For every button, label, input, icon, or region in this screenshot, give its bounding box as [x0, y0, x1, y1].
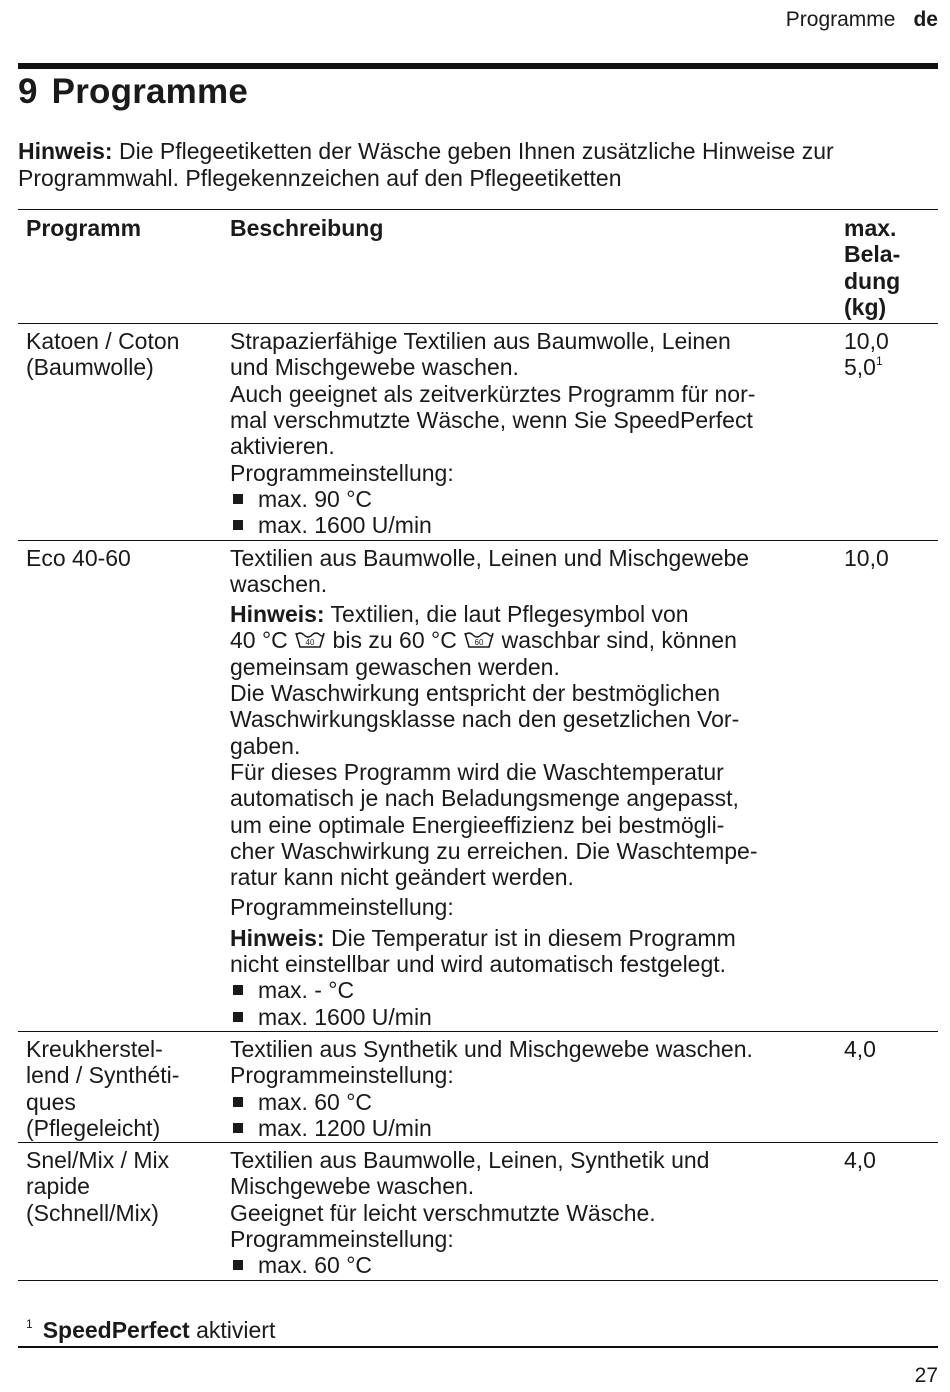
program-name-line: (Pflegeleicht) [26, 1114, 161, 1141]
top-rule [18, 63, 938, 69]
program-description [222, 324, 836, 540]
description-line: um eine optimale Energieeffizienz bei bestmögli- [230, 811, 725, 838]
program-description [222, 1031, 836, 1142]
program-name-line: rapide [26, 1173, 90, 1200]
header-load [836, 210, 938, 324]
description-line: Strapazierfähige Textilien aus Baumwolle, Leinen [230, 328, 731, 355]
eco-note [230, 601, 828, 680]
note-line [230, 627, 828, 653]
wash-icon-temp: 60 [474, 638, 484, 648]
setting-bullet: max. 1600 U/min [230, 1004, 828, 1030]
program-load [836, 1143, 938, 1280]
footnote [18, 1316, 938, 1344]
program-name-line: lend / Synthéti- [26, 1062, 180, 1089]
wash-60-icon [463, 630, 495, 650]
description-line: Für dieses Programm wird die Waschtemperatur [230, 758, 724, 785]
running-head-section: Programme [785, 8, 896, 31]
note-label: Hinweis: [230, 924, 325, 951]
table-row [18, 1143, 938, 1280]
description-line: automatisch je nach Beladungsmenge angepasst, [230, 785, 739, 812]
note-label: Hinweis: [230, 601, 325, 628]
load-value: 4,0 [844, 1035, 876, 1062]
description-line: Geeignet für leicht verschmutzte Wäsche. [230, 1199, 656, 1226]
setting-bullet: max. - °C [230, 977, 828, 1003]
header-load-line: (kg) [844, 293, 887, 320]
note-text: waschbar sind, können [495, 627, 737, 654]
footnote-ref: 1 [875, 354, 883, 369]
note-line [230, 601, 828, 627]
header-load-line: dung [844, 267, 901, 294]
program-setting-label: Programmeinstellung: [230, 894, 454, 921]
footnote-text: aktiviert [189, 1317, 276, 1343]
table-row [18, 1031, 938, 1142]
temperature-note [230, 925, 828, 978]
program-name [18, 540, 222, 1031]
description-line: und Mischgewebe waschen. [230, 354, 519, 381]
program-name-line: ques [26, 1088, 76, 1115]
footnote-marker: 1 [26, 1317, 33, 1331]
program-load [836, 324, 938, 540]
program-description [222, 540, 836, 1031]
description-line: gaben. [230, 732, 301, 759]
program-description [222, 1143, 836, 1280]
description-line: mal verschmutzte Wäsche, wenn Sie SpeedPerfect [230, 407, 753, 434]
note-line: nicht einstellbar und wird automatisch festgelegt. [230, 951, 727, 978]
program-name-line: (Schnell/Mix) [26, 1199, 159, 1226]
note-text: Die Temperatur ist in diesem Programm [324, 924, 736, 951]
note-line [230, 925, 828, 951]
description-line: ratur kann nicht geändert werden. [230, 864, 574, 891]
load-value-with-note [844, 354, 930, 380]
setting-bullet: max. 60 °C [230, 1089, 828, 1115]
note-line: gemeinsam gewaschen werden. [230, 653, 560, 680]
header-load-line: max. [844, 215, 897, 241]
bottom-rule [18, 1346, 938, 1348]
intro-note [18, 138, 938, 192]
intro-note-label: Hinweis: [18, 138, 113, 164]
description-line: Waschwirkungsklasse nach den gesetzlichen Vor- [230, 706, 740, 733]
chapter-title [18, 72, 248, 112]
table-row [18, 324, 938, 540]
description-line: Die Waschwirkung entspricht der bestmöglichen [230, 680, 721, 707]
program-table [18, 209, 938, 1281]
program-name-line: Katoen / Coton [26, 328, 180, 355]
note-text: bis zu 60 °C [326, 627, 464, 654]
header-program: Programm [26, 215, 142, 241]
table-row [18, 540, 938, 1031]
chapter-number: 9 [18, 72, 38, 111]
load-value: 4,0 [844, 1147, 876, 1174]
program-name [18, 1031, 222, 1142]
program-name-line: Eco 40-60 [26, 544, 131, 571]
setting-bullet: max. 60 °C [230, 1252, 828, 1278]
description-line: Textilien aus Synthetik und Mischgewebe waschen. [230, 1035, 753, 1062]
note-text: 40 °C [230, 627, 295, 654]
header-description: Beschreibung [230, 215, 384, 241]
header-load-line: Bela- [844, 241, 901, 268]
load-value: 10,0 [844, 328, 889, 355]
program-load [836, 540, 938, 1031]
program-name-line: Kreukherstel- [26, 1035, 163, 1062]
chapter-title-text: Programme [51, 72, 248, 111]
setting-bullet: max. 90 °C [230, 486, 828, 512]
description-line: cher Waschwirkung zu erreichen. Die Waschtempe- [230, 837, 758, 864]
description-line: Auch geeignet als zeitverkürztes Programm für nor- [230, 380, 756, 407]
note-text: Textilien, die laut Pflegesymbol von [324, 601, 689, 628]
program-load [836, 1031, 938, 1142]
setting-bullet: max. 1600 U/min [230, 512, 828, 538]
running-head-lang: de [913, 8, 938, 31]
program-setting-label: Programmeinstellung: [230, 1225, 454, 1252]
table-header-row [18, 210, 938, 324]
page-number: 27 [914, 1364, 938, 1387]
program-name-line: (Baumwolle) [26, 354, 154, 381]
program-name [18, 324, 222, 540]
load-value: 5,0 [844, 354, 876, 381]
program-setting-label: Programmeinstellung: [230, 459, 454, 486]
wash-icon-temp: 40 [305, 638, 315, 648]
program-name [18, 1143, 222, 1280]
program-name-line: Snel/Mix / Mix [26, 1147, 170, 1174]
description-line: waschen. [230, 570, 328, 597]
description-line: Textilien aus Baumwolle, Leinen und Mischgewebe [230, 544, 750, 571]
running-head [786, 8, 938, 32]
footnote-bold: SpeedPerfect [42, 1317, 190, 1343]
wash-40-icon [294, 630, 326, 650]
description-line: Textilien aus Baumwolle, Leinen, Synthetik und [230, 1147, 710, 1174]
description-line: aktivieren. [230, 433, 335, 460]
program-setting-label: Programmeinstellung: [230, 1062, 454, 1089]
intro-note-text: Die Pflegeetiketten der Wäsche geben Ihnen zusätzliche Hinweise zur Programmwahl. Pflegekennzeichen auf den Pflegeetiketten [18, 138, 834, 191]
load-value: 10,0 [844, 544, 889, 571]
setting-bullet: max. 1200 U/min [230, 1115, 828, 1141]
description-line: Mischgewebe waschen. [230, 1173, 475, 1200]
